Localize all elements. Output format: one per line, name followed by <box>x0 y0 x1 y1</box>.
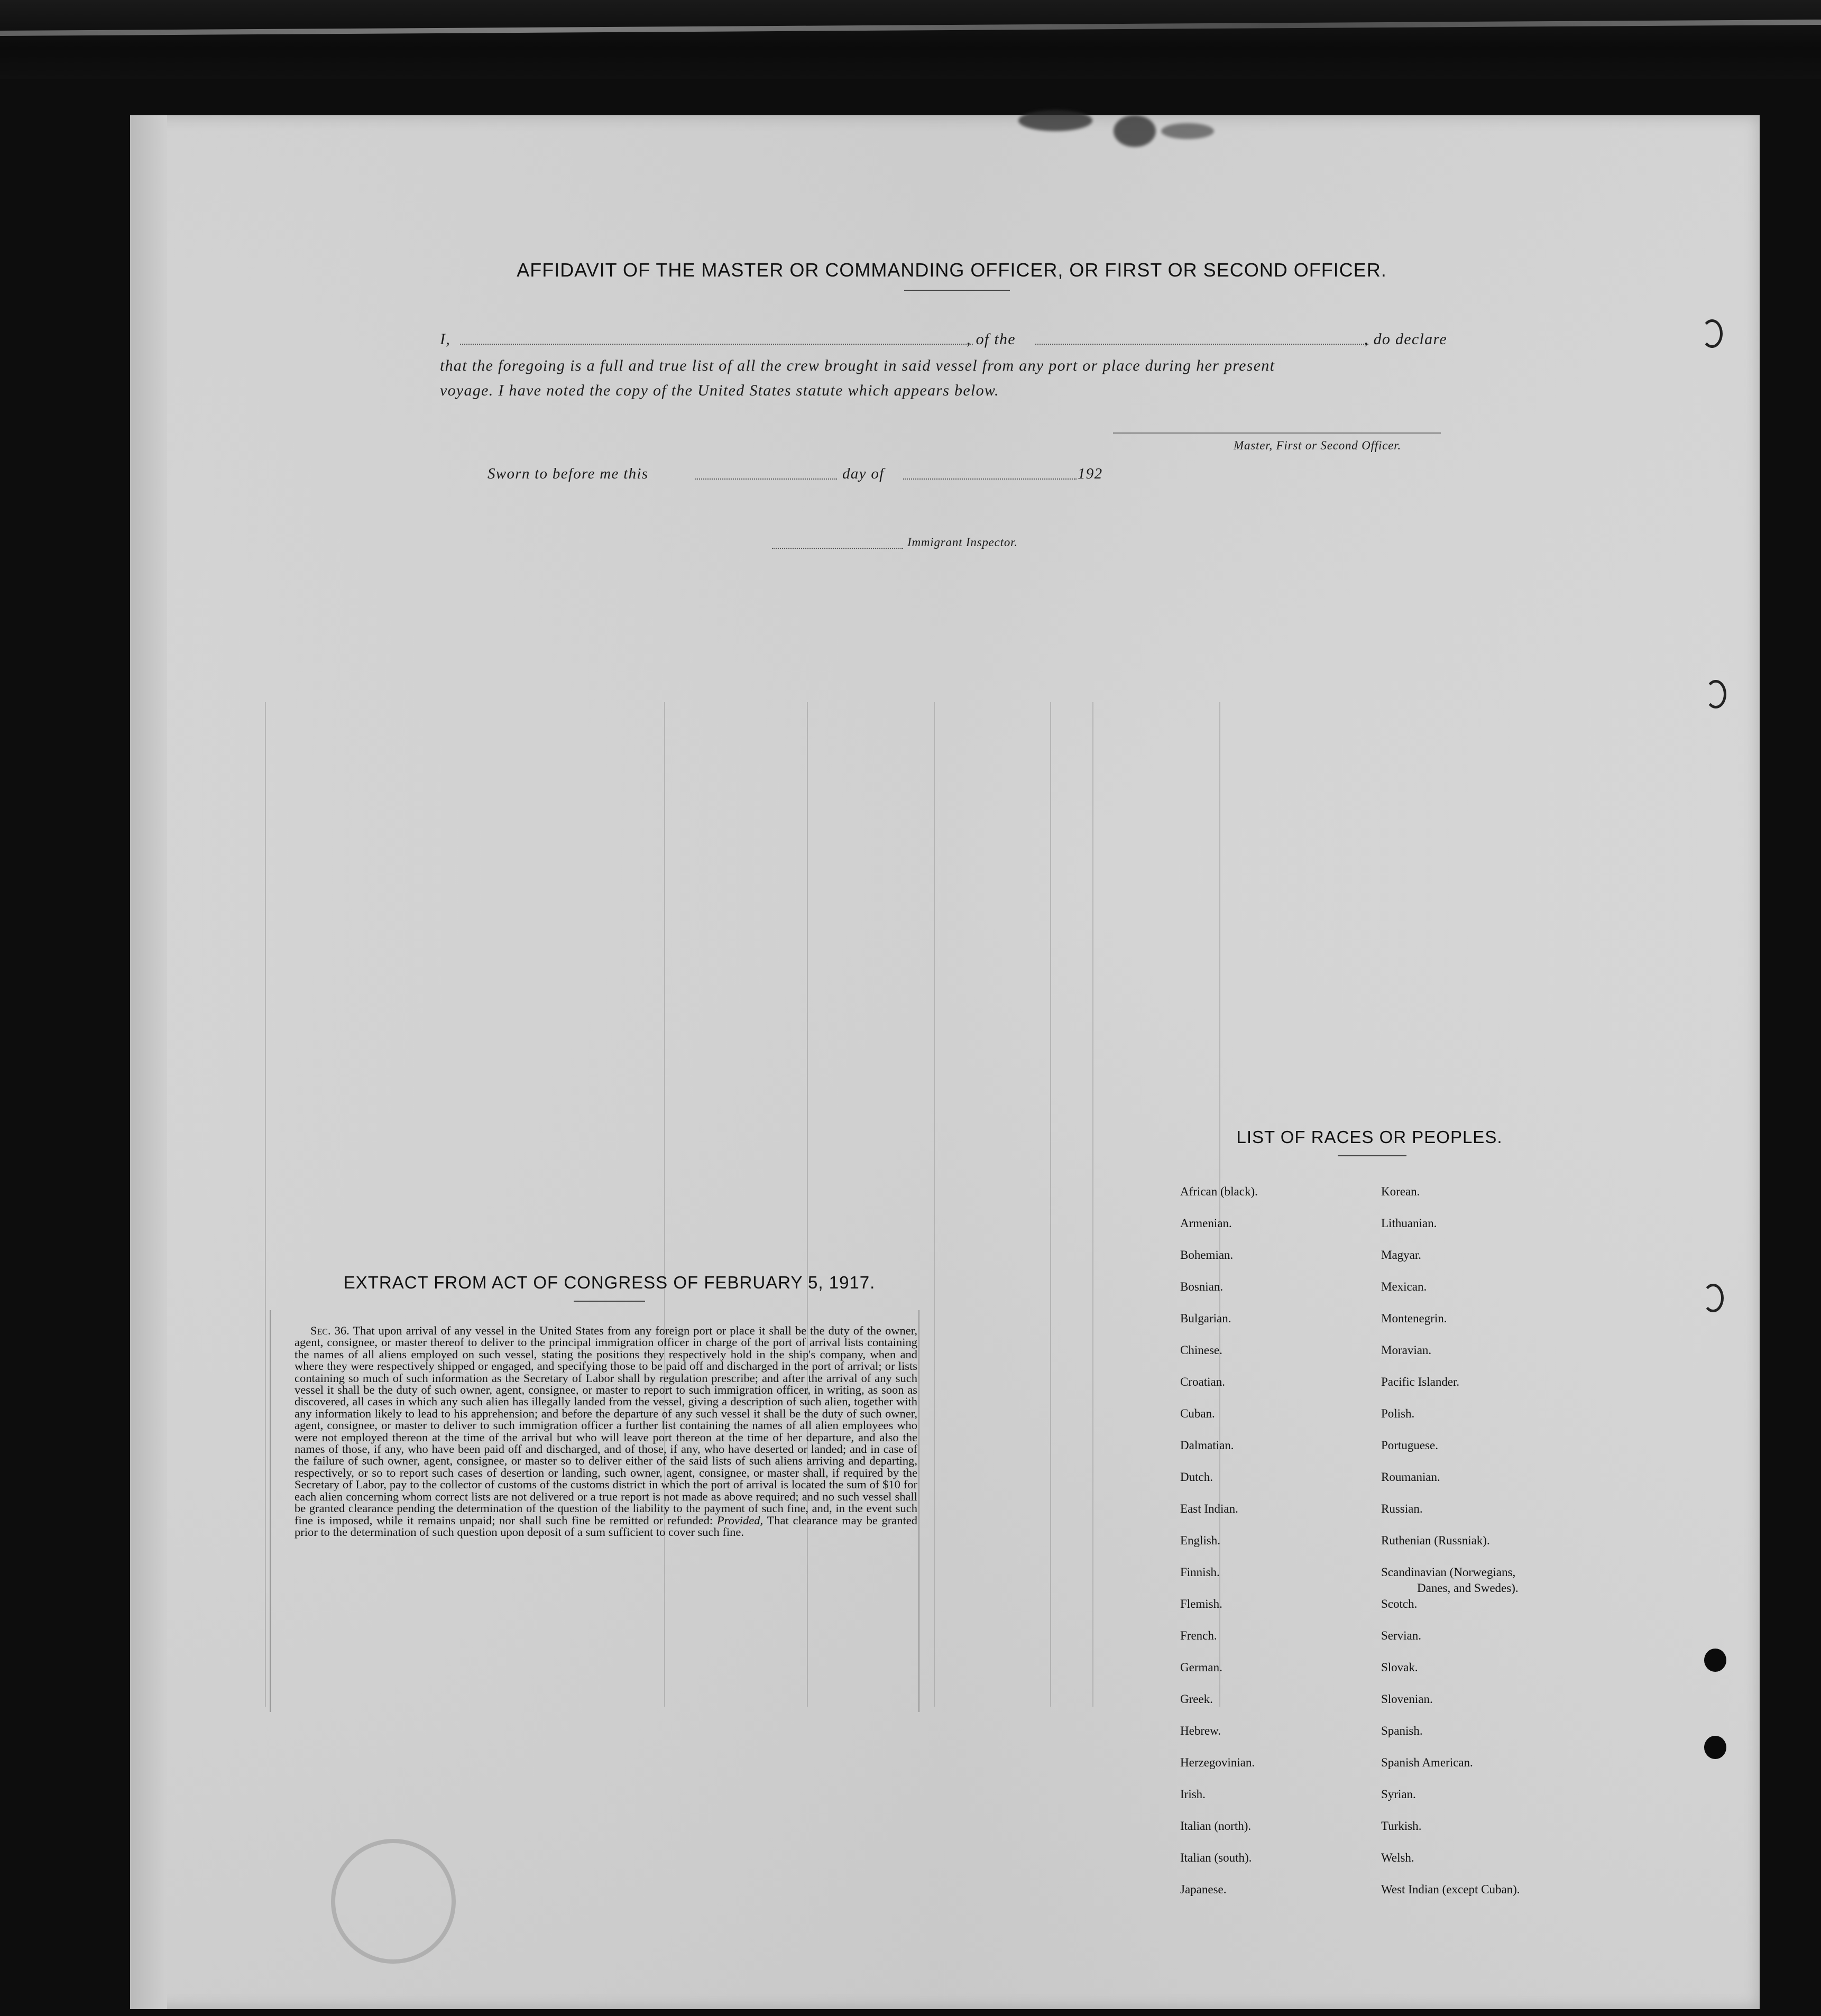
race-item: Roumanian. <box>1381 1470 1440 1484</box>
ghost-column-rule <box>265 702 266 1707</box>
race-item: Polish. <box>1381 1407 1415 1420</box>
race-item: Scotch. <box>1381 1597 1418 1610</box>
race-item: Danes, and Swedes). <box>1417 1581 1519 1595</box>
race-item: Lithuanian. <box>1381 1217 1437 1230</box>
race-item: Magyar. <box>1381 1248 1422 1262</box>
scanner-edge <box>0 0 1821 79</box>
race-item: Armenian. <box>1180 1217 1232 1230</box>
race-item: Bulgarian. <box>1180 1312 1231 1325</box>
section-label: Sec. 36. <box>310 1324 350 1337</box>
ghost-column-rule <box>1092 702 1093 1707</box>
sworn-month-blank[interactable] <box>903 478 1077 480</box>
ghost-column-rule <box>1050 702 1051 1707</box>
race-item: Moravian. <box>1381 1343 1432 1357</box>
race-item: Hebrew. <box>1180 1724 1221 1737</box>
inspector-label: Immigrant Inspector. <box>907 536 1018 549</box>
sworn-year: 192 <box>1078 465 1103 482</box>
race-item: Mexican. <box>1381 1280 1427 1293</box>
page-left-edge <box>130 115 167 2009</box>
binder-ring-mark <box>1705 680 1726 708</box>
faint-stamp <box>331 1839 456 1964</box>
race-item: Italian (south). <box>1180 1851 1252 1864</box>
ghost-column-rule <box>807 702 808 1707</box>
ink-smudge <box>1161 123 1214 139</box>
sworn-day-blank[interactable] <box>695 478 837 480</box>
extract-underline <box>574 1301 645 1302</box>
ghost-column-rule <box>1219 702 1220 1707</box>
race-item: Bosnian. <box>1180 1280 1224 1293</box>
race-item: Welsh. <box>1381 1851 1414 1864</box>
inspector-signature-line[interactable] <box>772 548 903 549</box>
race-item: English. <box>1180 1534 1221 1547</box>
race-item: Flemish. <box>1180 1597 1222 1610</box>
vessel-blank[interactable] <box>1035 344 1368 345</box>
race-item: African (black). <box>1180 1185 1258 1198</box>
races-title: LIST OF RACES OR PEOPLES. <box>1236 1127 1503 1147</box>
race-item: Dalmatian. <box>1180 1439 1234 1452</box>
race-item: Scandinavian (Norwegians, <box>1381 1566 1516 1579</box>
race-item: Finnish. <box>1180 1566 1220 1579</box>
sworn-prefix: Sworn to before me this <box>488 465 649 482</box>
name-blank[interactable] <box>460 344 973 345</box>
extract-text: That upon arrival of any vessel in the United States from any foreign port or place it shall be the duty of the owner, agent, consignee, or master thereof to deliver to the principal immigration officer in charge of the port of arrival lists containing the names of all aliens employed on such vessel, stating the positions they respectively hold in the ship's company, when and where they were respectively shipped or engaged, and specifying those to be paid off and discharged in the port of arrival; or lists containing so much of such information as the Secretary of Labor shall by regulation prescribe; and after the arrival of any such vessel it shall be the duty of such owner, agent, consignee, or master to report to such immigration officer, in writing, as soon as discovered, all cases in which any such alien has illegally landed from the vessel, giving a description of such alien, together with any information likely to lead to his apprehension; and before the departure of any such vessel it shall be the duty of such owner, agent, consignee, or master to deliver to such immigration officer a further list containing the names of all alien employees who were not employed thereon at the time of the arrival but who will leave port thereon at the time of her departure, and also the names of those, if any, who have been paid off and discharged, and of those, if any, who have deserted or landed; and in case of the failure of such owner, agent, consignee, or master so to deliver either of the said lists of such aliens arriving and departing, respectively, or so to report such cases of desertion or landing, such owner, agent, consignee, or master shall, if required by the Secretary of Labor, pay to the collector of customs of the customs district in which the port of arrival is located the sum of $10 for each alien concerning whom correct lists are not delivered or a true report is not made as above required; and no such vessel shall be granted clearance pending the determination of the question of the liability to the payment of such fine, and, in the event such fine is imposed, while it remains unpaid; nor shall such fine be remitted or refunded: <box>295 1324 917 1527</box>
affidavit-line-3: voyage. I have noted the copy of the United States statute which appears below. <box>440 382 999 399</box>
race-item: Dutch. <box>1180 1470 1213 1484</box>
race-item: Herzegovinian. <box>1180 1756 1255 1769</box>
extract-body <box>295 1325 917 1538</box>
race-item: French. <box>1180 1629 1217 1642</box>
race-item: Greek. <box>1180 1692 1213 1706</box>
race-item: Japanese. <box>1180 1883 1227 1896</box>
title-underline <box>904 290 1010 291</box>
race-item: Irish. <box>1180 1788 1206 1801</box>
race-item: Cuban. <box>1180 1407 1215 1420</box>
extract-title: EXTRACT FROM ACT OF CONGRESS OF FEBRUARY 5, 1917. <box>343 1273 876 1292</box>
ghost-column-rule <box>664 702 665 1707</box>
extract-border <box>918 1310 919 1712</box>
master-label: Master, First or Second Officer. <box>1234 439 1401 452</box>
race-item: Russian. <box>1381 1502 1423 1515</box>
race-item: Spanish American. <box>1381 1756 1473 1769</box>
affidavit-declare: , do declare <box>1364 330 1447 348</box>
punch-hole <box>1704 1649 1726 1672</box>
race-item: East Indian. <box>1180 1502 1238 1515</box>
ink-smudge <box>1018 110 1092 131</box>
race-item: Slovenian. <box>1381 1692 1433 1706</box>
race-item: Slovak. <box>1381 1661 1418 1674</box>
race-item: Croatian. <box>1180 1375 1225 1388</box>
affidavit-of-the: , of the <box>967 330 1016 348</box>
race-item: Turkish. <box>1381 1819 1422 1833</box>
sworn-day-of: day of <box>842 465 885 482</box>
race-item: Spanish. <box>1381 1724 1423 1737</box>
ink-smudge <box>1114 115 1156 147</box>
race-item: Italian (north). <box>1180 1819 1252 1833</box>
races-underline <box>1338 1155 1406 1156</box>
binder-ring-mark <box>1703 1284 1724 1312</box>
race-item: Korean. <box>1381 1185 1420 1198</box>
extract-text-end: That clearance may be granted prior to the determination of such question upon deposit of a sum sufficient to cover such fine. <box>295 1513 918 1539</box>
race-item: West Indian (except Cuban). <box>1381 1883 1520 1896</box>
binder-ring-mark <box>1702 319 1723 348</box>
race-item: Servian. <box>1381 1629 1422 1642</box>
race-item: Bohemian. <box>1180 1248 1234 1262</box>
affidavit-line-2: that the foregoing is a full and true list of all the crew brought in said vessel from any port or place during her present <box>440 357 1275 374</box>
race-item: Portuguese. <box>1381 1439 1438 1452</box>
race-item: Chinese. <box>1180 1343 1222 1357</box>
race-item: Pacific Islander. <box>1381 1375 1460 1388</box>
punch-hole <box>1704 1736 1726 1759</box>
race-item: Montenegrin. <box>1381 1312 1447 1325</box>
master-signature-line[interactable] <box>1113 432 1441 434</box>
affidavit-title: AFFIDAVIT OF THE MASTER OR COMMANDING OFFICER, OR FIRST OR SECOND OFFICER. <box>517 259 1387 281</box>
provided-word: Provided, <box>716 1513 764 1527</box>
race-item: Syrian. <box>1381 1788 1416 1801</box>
race-item: Ruthenian (Russniak). <box>1381 1534 1490 1547</box>
race-item: German. <box>1180 1661 1222 1674</box>
ghost-column-rule <box>934 702 935 1707</box>
extract-border <box>270 1310 271 1712</box>
affidavit-i: I, <box>440 330 451 348</box>
